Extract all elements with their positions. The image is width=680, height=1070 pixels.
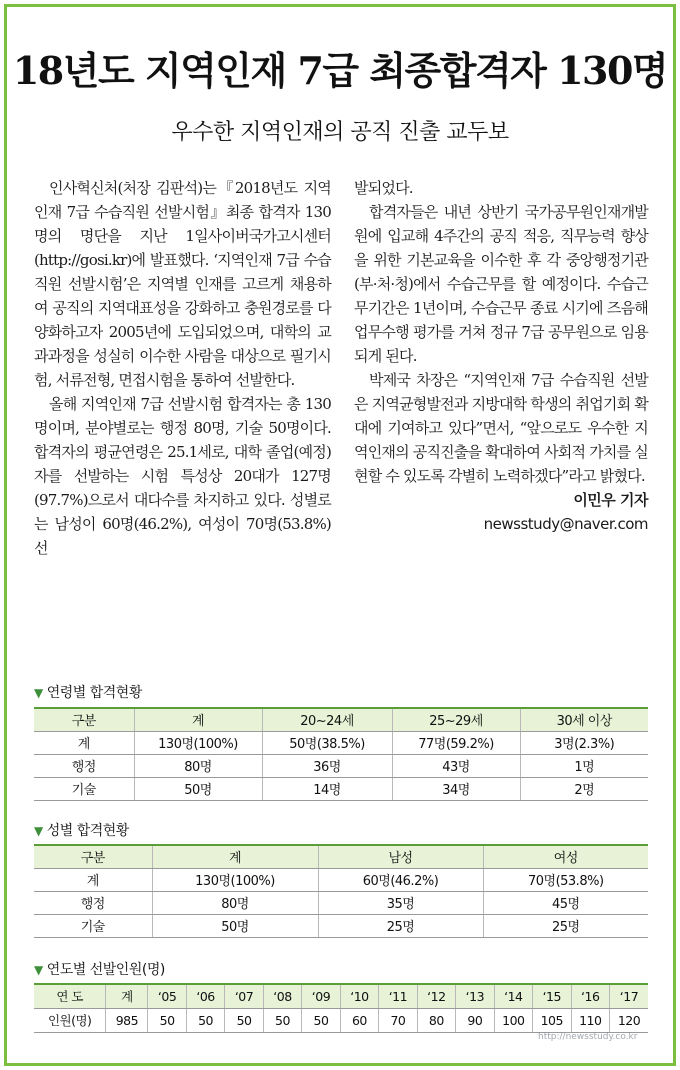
- table-cell: 35명: [318, 891, 483, 914]
- header-cell: ‘06: [186, 984, 224, 1008]
- header-cell: 구분: [34, 708, 134, 731]
- table-cell: 50: [302, 1008, 340, 1032]
- table-cell: 77명(59.2%): [392, 731, 520, 754]
- table-cell: 80: [417, 1008, 455, 1032]
- header-cell: ‘09: [302, 984, 340, 1008]
- header-cell: 구분: [34, 845, 152, 868]
- header-cell: ‘05: [148, 984, 186, 1008]
- triangle-down-icon: ▼: [34, 963, 43, 977]
- reporter-name: 이민우 기자: [573, 491, 648, 509]
- table-cell: 36명: [262, 754, 392, 777]
- header-cell: ‘17: [609, 984, 648, 1008]
- header-cell: 25~29세: [392, 708, 520, 731]
- gender-table: [34, 844, 648, 938]
- header-cell: ‘14: [494, 984, 532, 1008]
- table-cell: 25명: [483, 914, 648, 937]
- yearly-table: [34, 983, 648, 1033]
- table-title-gender: ▼ 성별 합격현황: [34, 823, 129, 839]
- header-cell: 연 도: [34, 984, 106, 1008]
- table-cell: 70: [379, 1008, 417, 1032]
- header-cell: ‘08: [263, 984, 301, 1008]
- table-cell: 105: [533, 1008, 571, 1032]
- header-cell: ‘16: [571, 984, 609, 1008]
- table-cell: 계: [34, 731, 134, 754]
- article-column-right: [354, 176, 648, 536]
- paragraph: 인사혁신처(처장 김판석)는『2018년도 지역인재 7급 수습직원 선발시험』최종 합격자 130명의 명단을 지난 1일사이버국가고시센터(http://gosi.kr)에 발표했다. ‘지역인재 7급 수습직원 선발시험’은 지역별 인재를 고르게 채용하여 공직의 지역대표성을 강화하고 충원경로를 다양화하고자 2005년에 도입되었으며, 대학의 교과과정을 성실히 이수한 사람을 대상으로 필기시험, 서류전형, 면접시험을 통하여 선발한다.: [34, 179, 331, 389]
- table-row: [34, 777, 648, 800]
- table-cell: 130명(100%): [152, 868, 318, 891]
- table-cell: 계: [34, 868, 152, 891]
- paragraph: 박제국 차장은 “지역인재 7급 수습직원 선발은 지역균형발전과 지방대학 학생의 취업기회 확대에 기여하고 있다”면서, “앞으로도 우수한 지역인재의 공직진출을 확대하여 사회적 가치를 실현할 수 있도록 각별히 노력하겠다”라고 밝혔다.: [354, 371, 648, 485]
- table-header-row: [34, 845, 648, 868]
- table-cell: 100: [494, 1008, 532, 1032]
- table-row: [34, 868, 648, 891]
- header-cell: 남성: [318, 845, 483, 868]
- table-row: [34, 731, 648, 754]
- header-cell: ‘07: [225, 984, 263, 1008]
- header-cell: ‘15: [533, 984, 571, 1008]
- header-cell: ‘10: [340, 984, 378, 1008]
- paragraph: 발되었다.: [354, 179, 413, 197]
- table-cell: 기술: [34, 777, 134, 800]
- subheadline: 우수한 지역인재의 공직 진출 교두보: [171, 120, 509, 145]
- table-cell: 1명: [520, 754, 648, 777]
- table-cell: 90: [456, 1008, 494, 1032]
- table-cell: 행정: [34, 891, 152, 914]
- table-cell: 60: [340, 1008, 378, 1032]
- paragraph: 올해 지역인재 7급 선발시험 합격자는 총 130명이며, 분야별로는 행정 80명, 기술 50명이다. 합격자의 평균연령은 25.1세로, 대학 졸업(예정)자를 선발하는 시험 특성상 20대가 127명(97.7%)으로서 대다수를 차지하고 있다. 성별로는 남성이 60명(46.2%), 여성이 70명(53.8%) 선: [34, 395, 331, 557]
- header-cell: ‘13: [456, 984, 494, 1008]
- table-row: [34, 754, 648, 777]
- reporter-email: newsstudy@naver.com: [483, 515, 648, 533]
- paragraph: 합격자들은 내년 상반기 국가공무원인재개발원에 입교해 4주간의 공직 적응, 직무능력 향상을 위한 기본교육을 이수한 후 각 중앙행정기관(부·처·청)에서 수습근무를 할 예정이다. 수습근무기간은 1년이며, 수습근무 종료 시기에 즈음해 업무수행 평가를 거쳐 정규 7급 공무원으로 임용되게 된다.: [354, 203, 648, 365]
- table-cell: 기술: [34, 914, 152, 937]
- table-cell: 인원(명): [34, 1008, 106, 1032]
- table-cell: 120: [609, 1008, 648, 1032]
- table-cell: 985: [106, 1008, 148, 1032]
- header-cell: ‘12: [417, 984, 455, 1008]
- triangle-down-icon: ▼: [34, 824, 43, 838]
- watermark-url: http://newsstudy.co.kr: [538, 1032, 638, 1042]
- table-header-row: [34, 708, 648, 731]
- table-cell: 14명: [262, 777, 392, 800]
- table-cell: 50명: [134, 777, 262, 800]
- triangle-down-icon: ▼: [34, 686, 43, 700]
- table-cell: 110: [571, 1008, 609, 1032]
- table-cell: 80명: [134, 754, 262, 777]
- table-cell: 45명: [483, 891, 648, 914]
- table-cell: 50: [225, 1008, 263, 1032]
- table-row: [34, 1008, 648, 1032]
- table-cell: 50명: [152, 914, 318, 937]
- table-title-age: ▼ 연령별 합격현황: [34, 685, 142, 701]
- table-row: [34, 914, 648, 937]
- header-cell: 계: [134, 708, 262, 731]
- table-cell: 50: [186, 1008, 224, 1032]
- table-row: [34, 891, 648, 914]
- table-cell: 50명(38.5%): [262, 731, 392, 754]
- table-cell: 80명: [152, 891, 318, 914]
- table-cell: 70명(53.8%): [483, 868, 648, 891]
- header-cell: 계: [106, 984, 148, 1008]
- table-cell: 50: [148, 1008, 186, 1032]
- table-cell: 25명: [318, 914, 483, 937]
- headline: 18년도 지역인재 7급 최종합격자 130명: [12, 48, 668, 93]
- table-title-yearly: ▼ 연도별 선발인원(명): [34, 962, 165, 978]
- table-cell: 60명(46.2%): [318, 868, 483, 891]
- table-cell: 행정: [34, 754, 134, 777]
- table-cell: 2명: [520, 777, 648, 800]
- table-cell: 3명(2.3%): [520, 731, 648, 754]
- table-cell: 130명(100%): [134, 731, 262, 754]
- table-cell: 43명: [392, 754, 520, 777]
- header-cell: 30세 이상: [520, 708, 648, 731]
- header-cell: 계: [152, 845, 318, 868]
- table-header-row: [34, 984, 648, 1008]
- table-cell: 50: [263, 1008, 301, 1032]
- header-cell: 여성: [483, 845, 648, 868]
- table-cell: 34명: [392, 777, 520, 800]
- header-cell: ‘11: [379, 984, 417, 1008]
- header-cell: 20~24세: [262, 708, 392, 731]
- article-column-left: [34, 176, 331, 560]
- age-table: [34, 707, 648, 801]
